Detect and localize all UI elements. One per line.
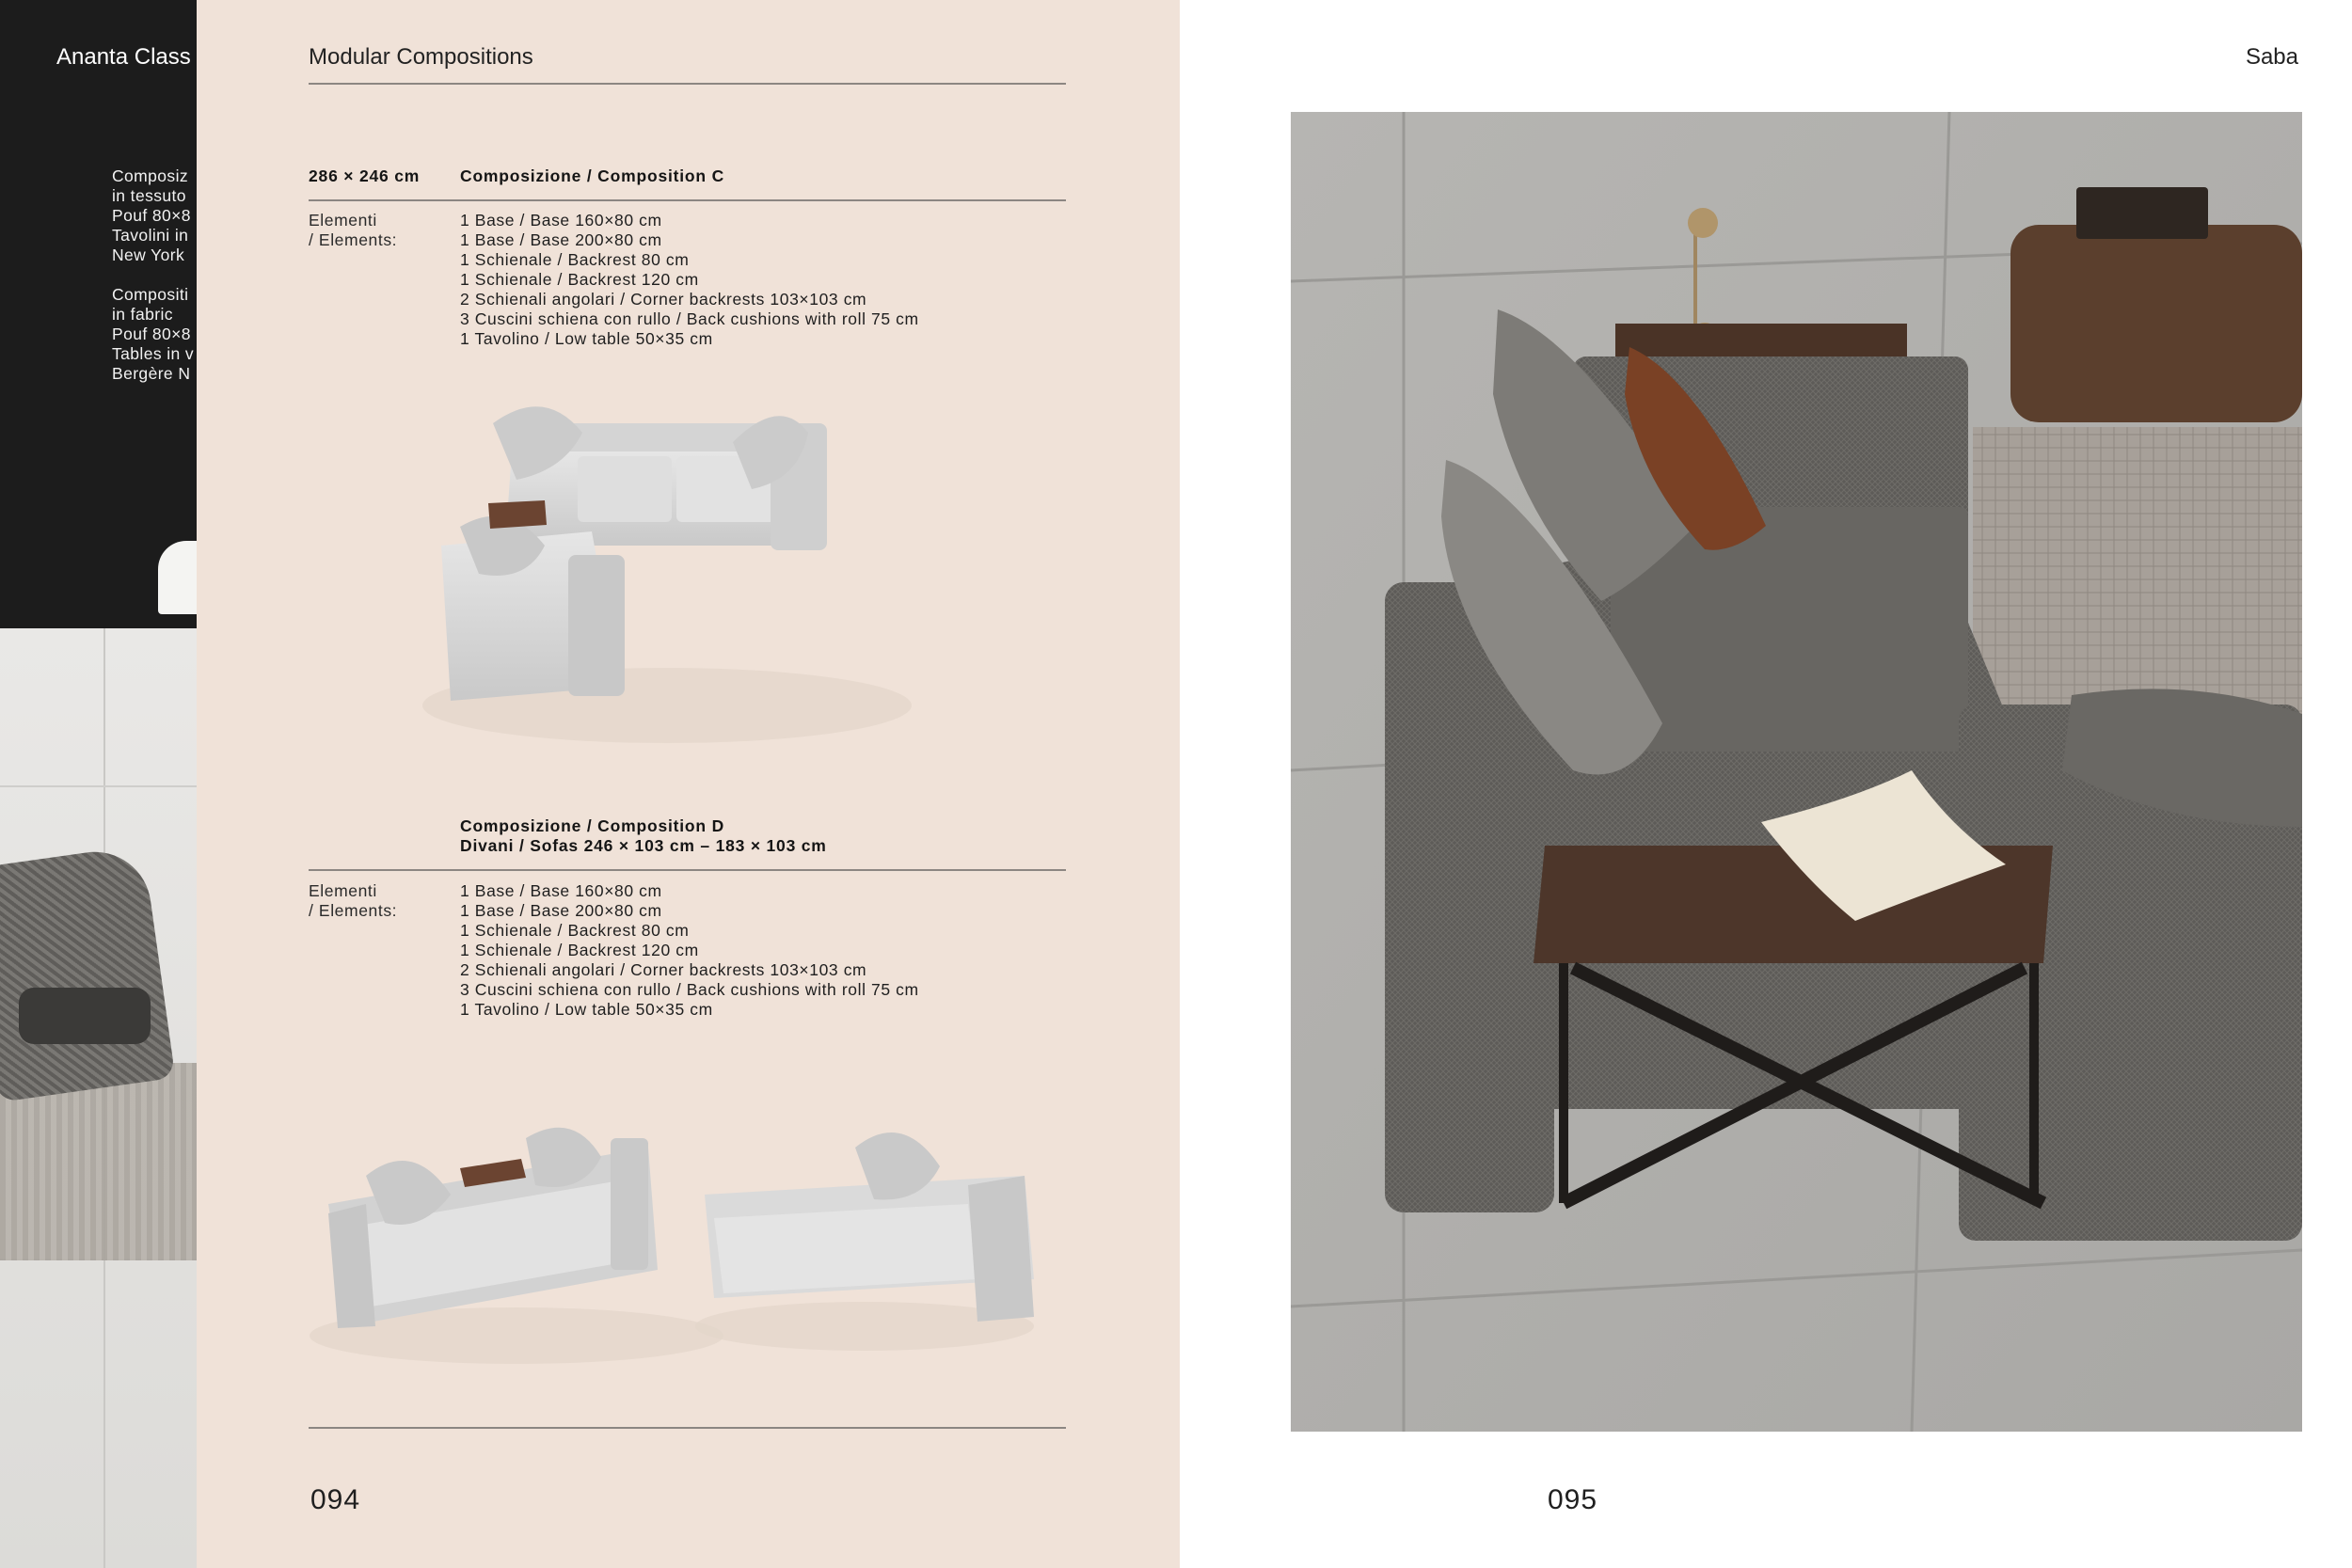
label-line: Elementi — [309, 211, 377, 230]
element-item: 2 Schienali angolari / Corner backrests 103×103 cm — [460, 960, 867, 979]
left-page — [197, 0, 1180, 1568]
composition-c-elements-label — [309, 211, 397, 250]
caption-line: in tessuto — [112, 186, 186, 205]
composition-d-subtitle: Divani / Sofas 246 × 103 cm – 183 × 103 cm — [460, 836, 827, 855]
caption-line: Tables in v — [112, 344, 195, 363]
caption-line: in fabric — [112, 305, 173, 324]
label-line: / Elements: — [309, 901, 398, 920]
photo-caption — [112, 166, 198, 404]
page-number-left: 094 — [310, 1484, 361, 1515]
element-item: 1 Tavolino / Low table 50×35 cm — [460, 329, 713, 348]
element-item: 1 Base / Base 200×80 cm — [460, 230, 662, 249]
composition-d-title: Composizione / Composition D — [460, 816, 725, 835]
composition-d-sofas-illustration — [310, 1082, 1081, 1383]
element-item: 3 Cuscini schiena con rullo / Back cushions with roll 75 cm — [460, 309, 919, 328]
element-item: 1 Tavolino / Low table 50×35 cm — [460, 1000, 713, 1019]
element-item: 1 Schienale / Backrest 120 cm — [460, 941, 699, 959]
element-item: 1 Base / Base 160×80 cm — [460, 211, 662, 230]
label-line: / Elements: — [309, 230, 398, 249]
header-rule — [309, 83, 1066, 85]
page-number-right: 095 — [1548, 1484, 1598, 1515]
composition-c-elements-list — [460, 211, 919, 349]
composition-d-elements-list — [460, 881, 919, 1020]
composition-c-dimensions: 286 × 246 cm — [309, 166, 421, 185]
caption-line: Tavolini in — [112, 226, 189, 245]
armchair-seat — [19, 988, 151, 1044]
composition-c-sofa-illustration — [404, 376, 930, 752]
composition-c-rule — [309, 199, 1066, 201]
caption-line: Compositi — [112, 285, 189, 304]
caption-line: Pouf 80×8 — [112, 325, 191, 343]
floor-joint — [0, 785, 198, 787]
caption-line: New York — [112, 245, 185, 264]
caption-english — [112, 285, 198, 384]
sofa-lifestyle-photo — [1291, 112, 2302, 1432]
footer-rule — [309, 1427, 1066, 1429]
element-item: 3 Cuscini schiena con rullo / Back cushions with roll 75 cm — [460, 980, 919, 999]
composition-d-elements-label — [309, 881, 397, 921]
composition-c-title: Composizione / Composition C — [460, 166, 725, 185]
element-item: 1 Schienale / Backrest 120 cm — [460, 270, 699, 289]
caption-line: Pouf 80×8 — [112, 206, 191, 225]
section-title: Modular Compositions — [309, 44, 533, 70]
element-item: 1 Base / Base 200×80 cm — [460, 901, 662, 920]
floor-lamp — [158, 541, 198, 614]
caption-italian — [112, 166, 198, 265]
element-item: 1 Base / Base 160×80 cm — [460, 881, 662, 900]
brand-left: Ananta Class — [56, 44, 191, 70]
element-item: 1 Schienale / Backrest 80 cm — [460, 921, 690, 940]
element-item: 1 Schienale / Backrest 80 cm — [460, 250, 690, 269]
element-item: 2 Schienali angolari / Corner backrests 103×103 cm — [460, 290, 867, 309]
caption-line: Composiz — [112, 166, 189, 185]
brand-right: Saba — [2245, 44, 2298, 70]
label-line: Elementi — [309, 881, 377, 900]
composition-d-rule — [309, 869, 1066, 871]
caption-line: Bergère N — [112, 364, 191, 383]
